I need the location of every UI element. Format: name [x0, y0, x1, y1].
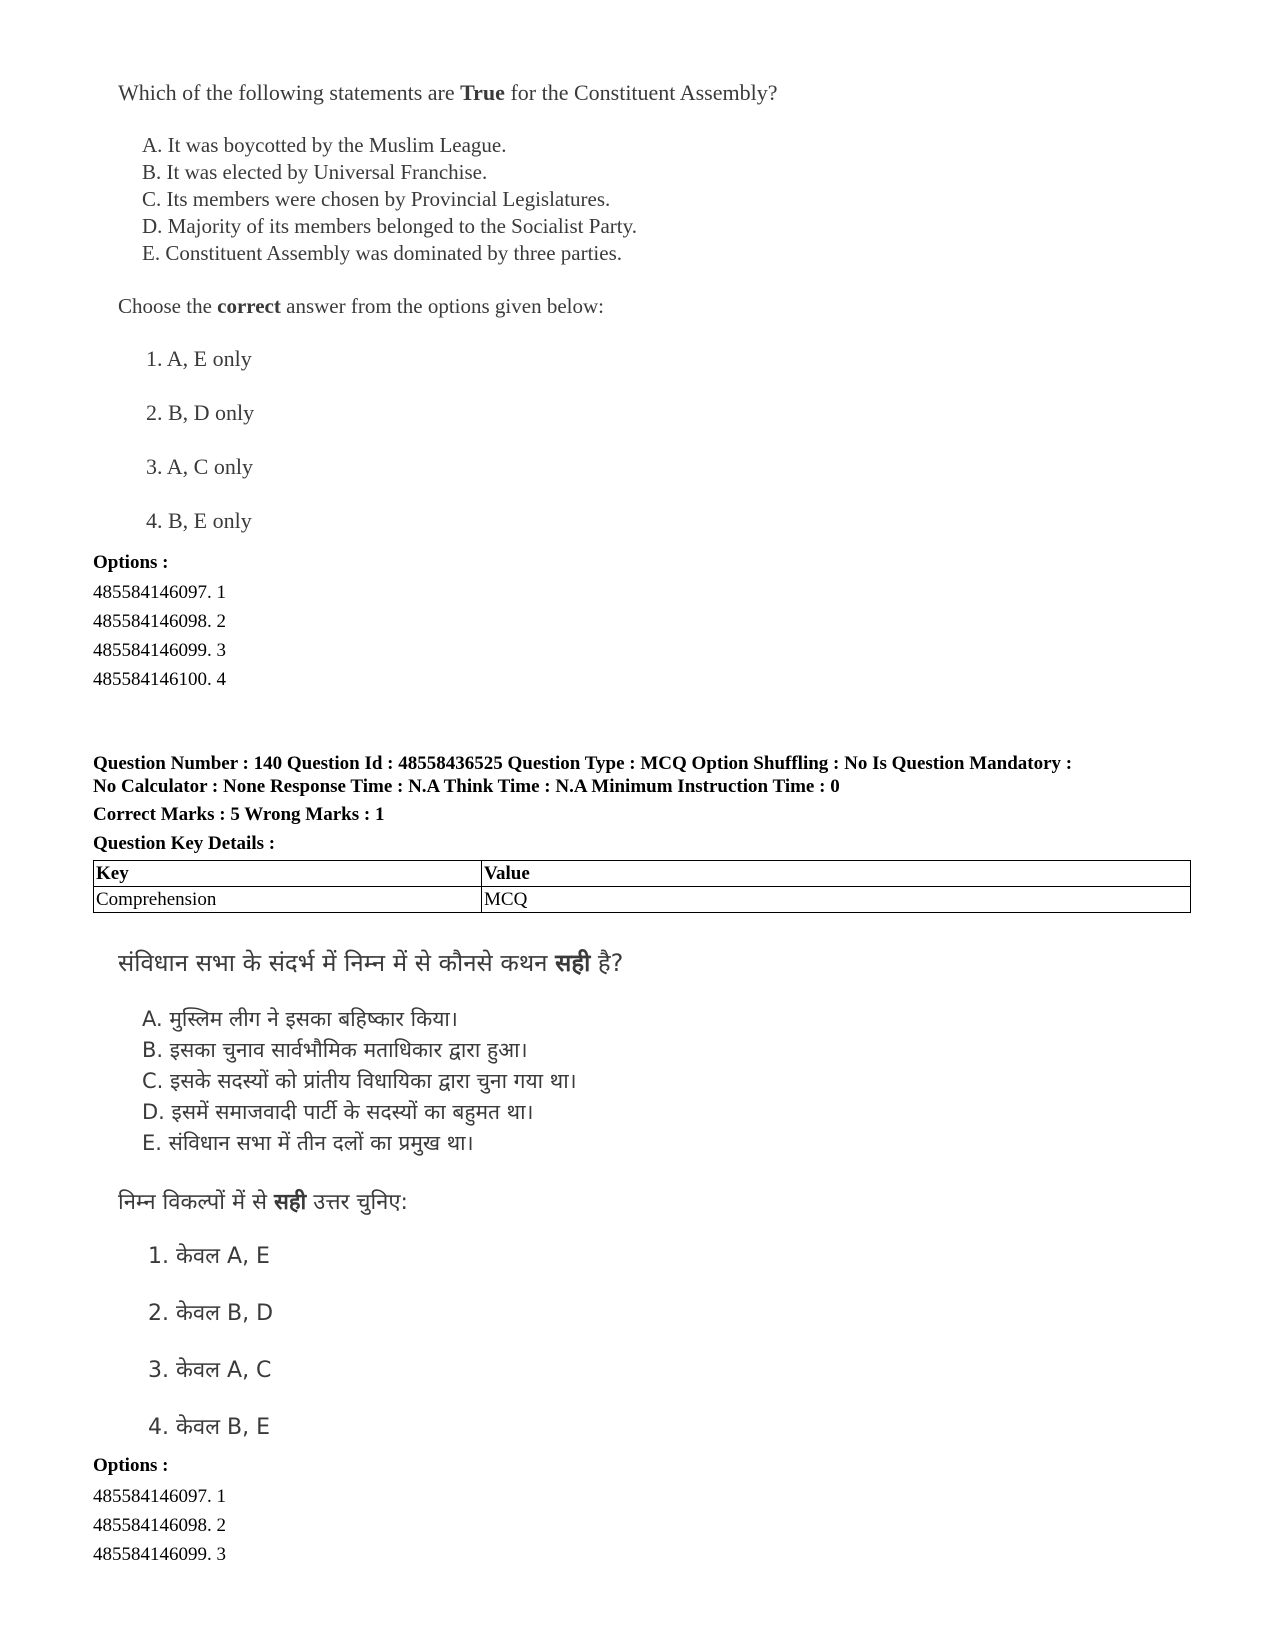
cell-value: MCQ — [482, 887, 1191, 913]
answer-choice: 3. केवल A, C — [148, 1358, 272, 1383]
header-value: Value — [482, 861, 1191, 887]
stem-pre: संविधान सभा के संदर्भ में निम्न में से कौनसे कथन — [118, 949, 556, 977]
question-stem-en — [118, 80, 777, 106]
statement-item: C. इसके सदस्यों को प्रांतीय विधायिका द्वारा चुना गया था। — [142, 1069, 577, 1093]
statement-item: D. इसमें समाजवादी पार्टी के सदस्यों का बहुमत था। — [142, 1100, 534, 1124]
statement-item: A. It was boycotted by the Muslim League. — [142, 133, 507, 157]
options-list — [93, 578, 226, 694]
statement-item: B. इसका चुनाव सार्वभौमिक मताधिकार द्वारा हुआ। — [142, 1038, 528, 1062]
option-item: 485584146097. 1 — [93, 1486, 226, 1507]
option-item: 485584146100. 4 — [93, 669, 226, 690]
table-header-row — [94, 861, 1191, 887]
choose-instruction-en — [118, 294, 604, 319]
answer-choice-list-hi — [148, 1240, 273, 1468]
answer-choice: 1. A, E only — [146, 346, 252, 371]
question-stem-hi — [118, 946, 623, 979]
choose-post: answer from the options given below: — [280, 294, 604, 318]
choose-pre: निम्न विकल्पों में से — [118, 1190, 274, 1215]
stem-post: है? — [590, 949, 624, 977]
option-item: 485584146098. 2 — [93, 1515, 226, 1536]
options-list — [93, 1482, 226, 1569]
choose-post: उत्तर चुनिए: — [306, 1190, 408, 1215]
choose-bold: सही — [274, 1190, 307, 1215]
option-item: 485584146099. 3 — [93, 640, 226, 661]
statement-item: B. It was elected by Universal Franchise. — [142, 160, 488, 184]
choose-bold: correct — [217, 294, 281, 318]
answer-choice: 4. केवल B, E — [148, 1415, 271, 1440]
question-meta-line1: Question Number : 140 Question Id : 48558436525 Question Type : MCQ Option Shuffling : No Is Question Mandatory : — [93, 753, 1073, 774]
options-heading: Options : — [93, 1455, 169, 1476]
question-meta-line2: No Calculator : None Response Time : N.A Think Time : N.A Minimum Instruction Time : 0 — [93, 776, 840, 797]
answer-choice-list-en — [146, 346, 254, 562]
option-item: 485584146097. 1 — [93, 582, 226, 603]
answer-choice: 2. B, D only — [146, 400, 255, 425]
table-row — [94, 887, 1191, 913]
option-item: 485584146098. 2 — [93, 611, 226, 632]
statement-item: E. Constituent Assembly was dominated by three parties. — [142, 241, 623, 265]
stem-bold: True — [460, 80, 505, 105]
statement-list-hi — [142, 1004, 577, 1159]
answer-choice: 3. A, C only — [146, 454, 253, 479]
header-key: Key — [94, 861, 482, 887]
answer-choice: 4. B, E only — [146, 508, 252, 533]
stem-bold: सही — [555, 949, 591, 977]
choose-instruction-hi — [118, 1186, 408, 1216]
stem-post: for the Constituent Assembly? — [504, 80, 778, 105]
choose-pre: Choose the — [118, 294, 218, 318]
answer-choice: 1. केवल A, E — [148, 1244, 270, 1269]
statement-list-en — [142, 132, 637, 267]
statement-item: A. मुस्लिम लीग ने इसका बहिष्कार किया। — [142, 1007, 458, 1031]
options-heading: Options : — [93, 552, 169, 573]
answer-choice: 2. केवल B, D — [148, 1301, 274, 1326]
cell-key: Comprehension — [94, 887, 482, 913]
key-details-table — [93, 860, 1191, 913]
question-meta — [93, 752, 1193, 798]
statement-item: D. Majority of its members belonged to the Socialist Party. — [142, 214, 637, 238]
marks-line: Correct Marks : 5 Wrong Marks : 1 — [93, 804, 385, 825]
statement-item: E. संविधान सभा में तीन दलों का प्रमुख था। — [142, 1131, 474, 1155]
key-details-label: Question Key Details : — [93, 833, 276, 854]
option-item: 485584146099. 3 — [93, 1544, 226, 1565]
stem-pre: Which of the following statements are — [118, 80, 461, 105]
statement-item: C. Its members were chosen by Provincial Legislatures. — [142, 187, 611, 211]
